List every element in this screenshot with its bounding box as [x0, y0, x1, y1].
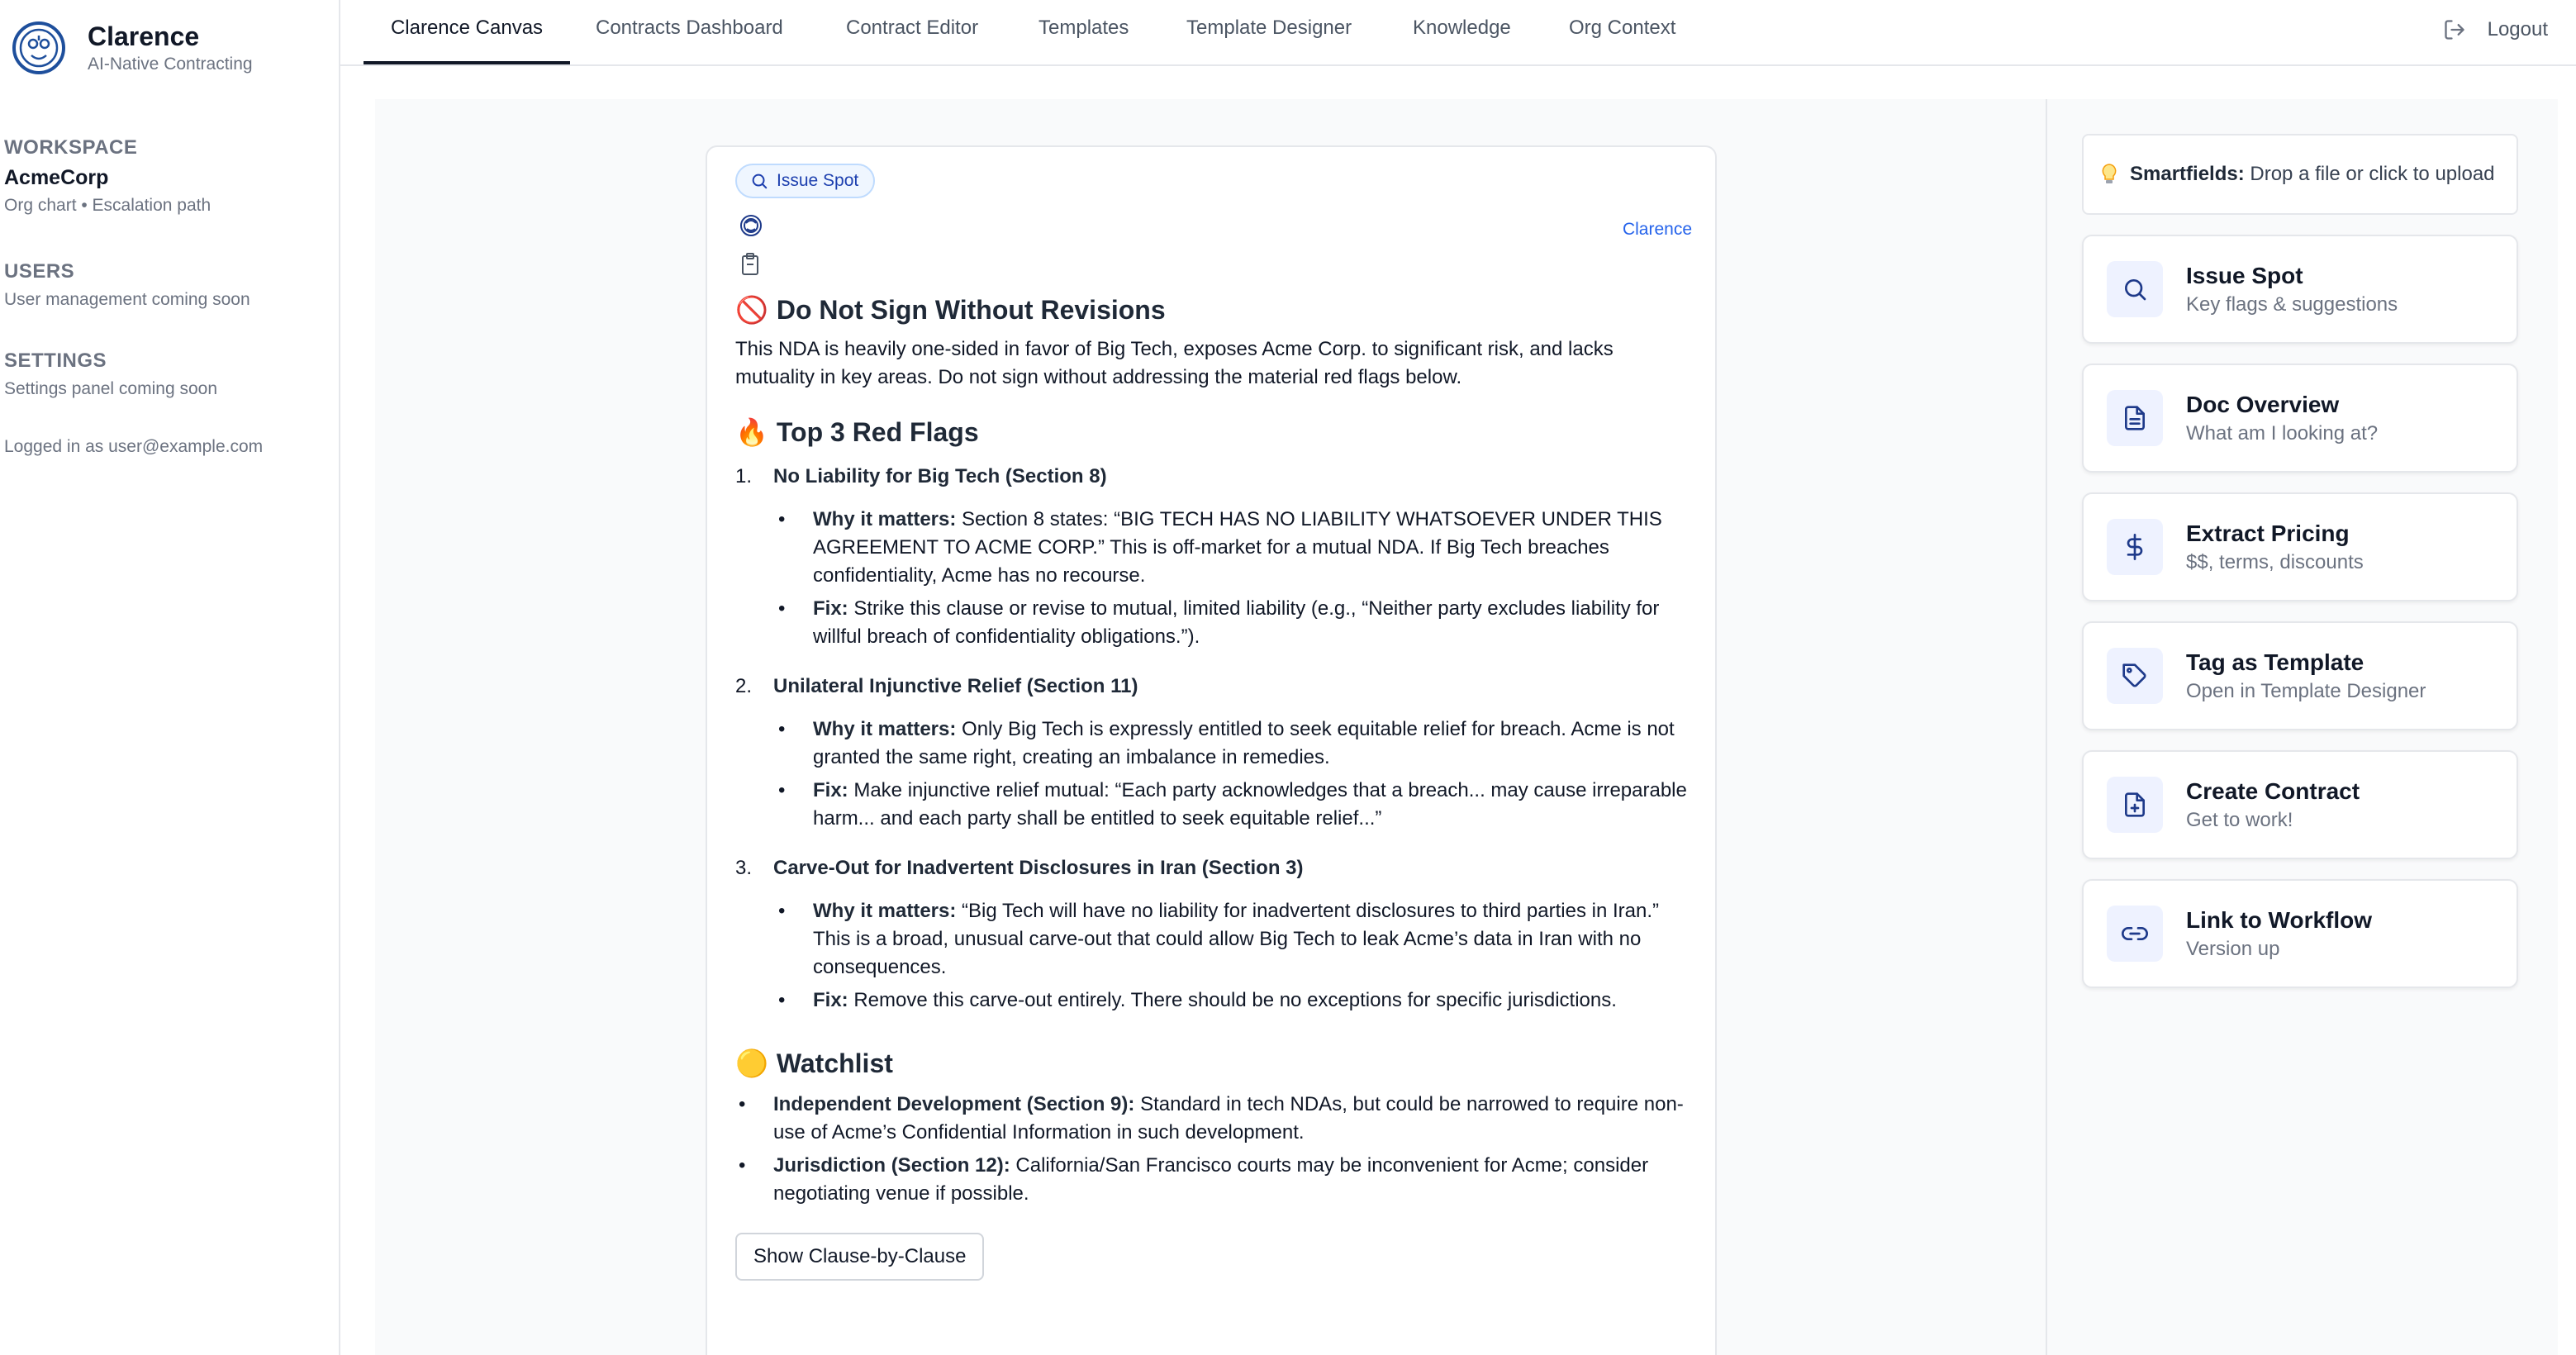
action-title: Doc Overview — [2186, 392, 2340, 417]
why-label: Why it matters: — [813, 718, 957, 740]
watchlist-text: Standard in tech NDAs, but could be narrowed to require non-use of Acme’s Confidential Information in such development. — [773, 1093, 1684, 1143]
tab-templates[interactable]: Templates — [1038, 17, 1129, 39]
issue-spot-pill[interactable] — [735, 164, 875, 198]
tab-template-designer[interactable]: Template Designer — [1186, 17, 1352, 39]
settings-heading: SETTINGS — [4, 349, 107, 372]
verdict-title: Do Not Sign Without Revisions — [776, 294, 1166, 325]
fix — [813, 595, 1692, 651]
login-status-text: Logged in as user@example.com — [4, 437, 264, 456]
workspace-section — [4, 136, 211, 218]
action-subtitle: Get to work! — [2186, 809, 2293, 831]
watchlist-heading — [735, 1048, 1692, 1079]
action-title: Issue Spot — [2186, 263, 2303, 288]
dollar-icon — [2122, 534, 2148, 560]
lightbulb-icon — [2100, 163, 2118, 186]
logout-button[interactable] — [2443, 18, 2548, 41]
globe-icon[interactable] — [739, 213, 763, 238]
brand[interactable] — [12, 20, 253, 76]
action-subtitle: What am I looking at? — [2186, 422, 2379, 445]
show-clause-by-clause-button[interactable]: Show Clause-by-Clause — [735, 1233, 984, 1281]
analysis-card — [706, 145, 1717, 1355]
clarence-link[interactable]: Clarence — [1622, 220, 1692, 239]
watchlist-item — [773, 1091, 1692, 1147]
issue-spot-icon-box — [2107, 261, 2163, 317]
file-plus-icon — [2122, 792, 2148, 818]
fire-icon: 🔥 — [735, 417, 768, 447]
prohibited-icon: 🚫 — [735, 295, 768, 325]
smartfields-label: Smartfields: — [2130, 163, 2245, 185]
search-icon — [2122, 276, 2148, 302]
brand-name: Clarence — [88, 21, 200, 51]
workspace-heading: WORKSPACE — [4, 136, 138, 159]
tag-as-template-icon-box — [2107, 648, 2163, 704]
clarence-logo-icon — [12, 21, 66, 75]
why-label: Why it matters: — [813, 900, 957, 922]
red-flags-list — [735, 463, 1692, 1015]
watchlist-text: California/San Francisco courts may be inconvenient for Acme; consider negotiating venue if possible. — [773, 1154, 1649, 1205]
doc-overview-card[interactable] — [2082, 364, 2518, 473]
issue-spot-pill-label: Issue Spot — [777, 171, 859, 190]
watchlist-label: Independent Development (Section 9): — [773, 1093, 1135, 1115]
sidebar — [0, 0, 340, 1355]
issue-spot-card[interactable] — [2082, 235, 2518, 344]
fix-label: Fix: — [813, 597, 848, 620]
red-flags-heading — [735, 416, 1692, 448]
search-icon — [750, 172, 768, 190]
why-text: “Big Tech will have no liability for inadvertent disclosures to third parties in Iran.” This is a broad, unusual carve-out that could allow Big Tech to leak Acme’s data in Iran with no consequences. — [813, 900, 1659, 978]
users-section — [4, 259, 250, 312]
create-contract-icon-box — [2107, 777, 2163, 833]
fix-label: Fix: — [813, 989, 848, 1011]
red-flag-item — [735, 854, 1692, 882]
red-flags-title: Top 3 Red Flags — [776, 416, 979, 447]
why-it-matters — [813, 897, 1692, 982]
flag-number: 2. — [735, 675, 753, 697]
users-heading: USERS — [4, 260, 75, 283]
flag-title: No Liability for Big Tech (Section 8) — [773, 465, 1107, 487]
summary-text: This NDA is heavily one-sided in favor of Big Tech, exposes Acme Corp. to significant risk, and lacks mutuality in key areas. Do not sign without addressing the material red flags below. — [735, 338, 1614, 388]
fix-text: Make injunctive relief mutual: “Each party acknowledges that a breach... may cause irreparable harm... and each party shall be entitled to seek equitable relief...” — [813, 779, 1687, 830]
document-icon — [2122, 405, 2148, 431]
login-status — [4, 435, 263, 459]
action-title: Tag as Template — [2186, 649, 2365, 675]
fix-text: Strike this clause or revise to mutual, limited liability (e.g., “Neither party excludes liability for willful breach of confidentiality obligations.”). — [813, 597, 1660, 648]
fix-text: Remove this carve-out entirely. There should be no exceptions for specific jurisdictions. — [853, 989, 1617, 1011]
link-to-workflow-icon-box — [2107, 906, 2163, 962]
logout-label: Logout — [2487, 18, 2548, 40]
flag-details — [735, 716, 1692, 833]
action-subtitle: $$, terms, discounts — [2186, 551, 2364, 573]
tag-as-template-card[interactable] — [2082, 621, 2518, 730]
yellow-circle-icon: 🟡 — [735, 1048, 768, 1078]
flag-details — [735, 897, 1692, 1015]
tab-org-context[interactable]: Org Context — [1569, 17, 1676, 39]
tab-contract-editor[interactable]: Contract Editor — [846, 17, 979, 39]
flag-title: Unilateral Injunctive Relief (Section 11) — [773, 675, 1138, 697]
why-text: Section 8 states: “BIG TECH HAS NO LIABILITY WHATSOEVER UNDER THIS AGREEMENT TO ACME CORP.” This is off-market for a mutual NDA. If Big Tech breaches confidentiality, Acme has no recourse. — [813, 508, 1662, 587]
workspace-links[interactable]: Org chart • Escalation path — [4, 196, 211, 215]
watchlist — [735, 1091, 1692, 1208]
create-contract-card[interactable] — [2082, 750, 2518, 859]
actions-panel — [2046, 99, 2558, 1355]
brand-subtitle: AI-Native Contracting — [88, 55, 253, 74]
red-flag-item — [735, 463, 1692, 491]
action-title: Link to Workflow — [2186, 907, 2373, 933]
watchlist-label: Jurisdiction (Section 12): — [773, 1154, 1010, 1177]
tab-contracts-dashboard[interactable]: Contracts Dashboard — [596, 17, 783, 39]
why-label: Why it matters: — [813, 508, 957, 530]
smartfields-upload[interactable] — [2082, 134, 2518, 215]
flag-number: 3. — [735, 857, 753, 879]
extract-pricing-icon-box — [2107, 519, 2163, 575]
tag-icon — [2122, 663, 2148, 689]
tab-knowledge[interactable]: Knowledge — [1413, 17, 1511, 39]
settings-section — [4, 349, 217, 402]
settings-note: Settings panel coming soon — [4, 379, 217, 398]
watchlist-item — [773, 1152, 1692, 1208]
link-to-workflow-card[interactable] — [2082, 879, 2518, 988]
canvas-area — [375, 99, 2046, 1355]
smartfields-text — [2130, 160, 2495, 188]
link-icon — [2122, 920, 2148, 947]
action-title: Create Contract — [2186, 778, 2360, 804]
why-it-matters — [813, 716, 1692, 772]
extract-pricing-card[interactable] — [2082, 492, 2518, 601]
action-title: Extract Pricing — [2186, 521, 2350, 546]
why-it-matters — [813, 506, 1692, 590]
clipboard-icon[interactable] — [740, 253, 760, 276]
action-subtitle: Open in Template Designer — [2186, 680, 2426, 702]
tab-clarence-canvas[interactable]: Clarence Canvas — [364, 0, 570, 64]
doc-overview-icon-box — [2107, 390, 2163, 446]
fix — [813, 987, 1692, 1015]
action-subtitle: Key flags & suggestions — [2186, 293, 2398, 316]
watchlist-title: Watchlist — [776, 1048, 893, 1078]
top-nav — [340, 0, 2576, 66]
action-subtitle: Version up — [2186, 938, 2280, 960]
flag-number: 1. — [735, 465, 753, 487]
smartfields-hint: Drop a file or click to upload — [2250, 163, 2495, 185]
fix — [813, 777, 1692, 833]
logout-icon — [2443, 18, 2466, 41]
workspace-name[interactable]: AcmeCorp — [4, 166, 109, 189]
red-flag-item — [735, 673, 1692, 701]
card-toolbar — [735, 208, 1692, 253]
fix-label: Fix: — [813, 779, 848, 801]
flag-title: Carve-Out for Inadvertent Disclosures in Iran (Section 3) — [773, 857, 1304, 879]
why-text: Only Big Tech is expressly entitled to seek equitable relief for breach. Acme is not granted the same right, creating an imbalance in remedies. — [813, 718, 1675, 768]
flag-details — [735, 506, 1692, 651]
verdict-heading — [735, 294, 1692, 326]
users-note: User management coming soon — [4, 290, 250, 309]
